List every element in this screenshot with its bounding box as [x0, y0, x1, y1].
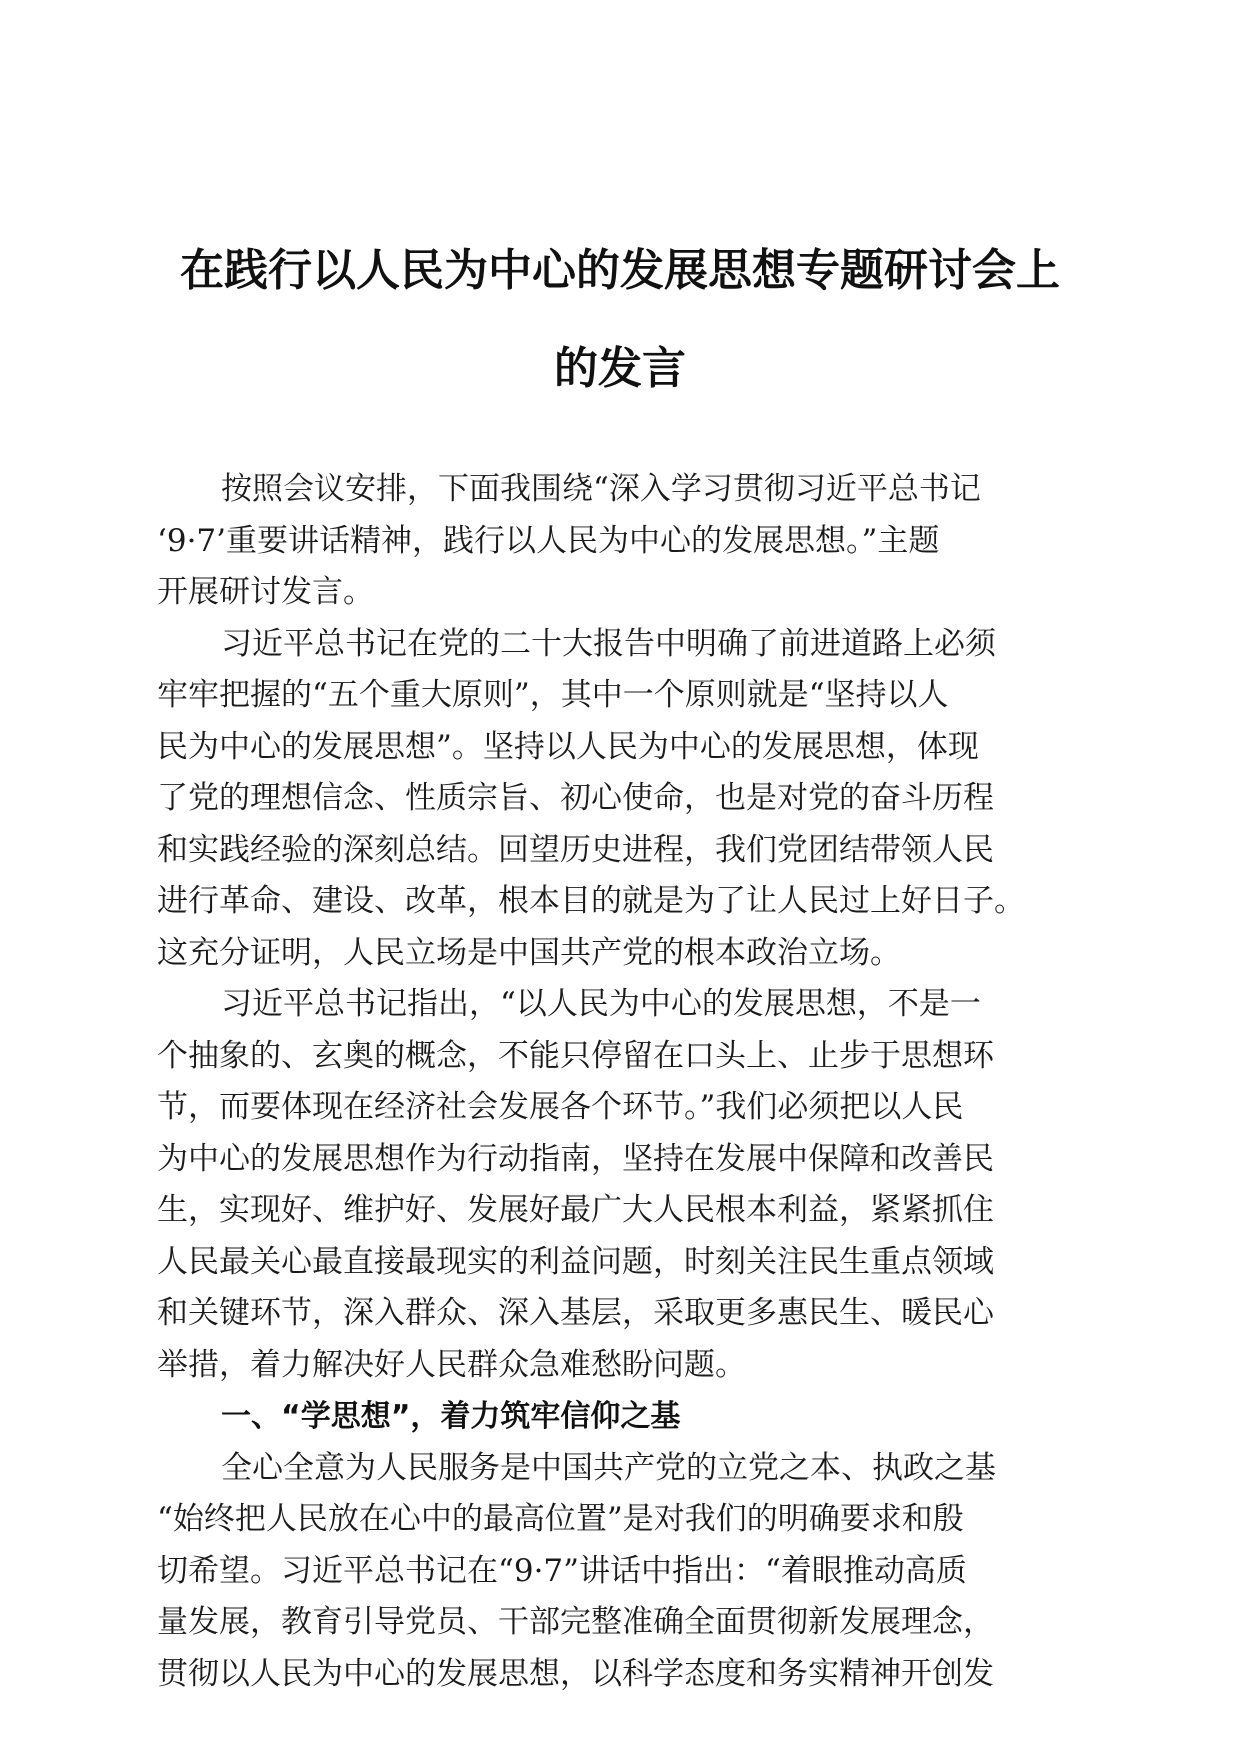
paragraph-line: 切希望。习近平总书记在“9·7”讲话中指出：“着眼推动高质: [157, 1552, 967, 1589]
paragraph-line: 开展研讨发言。: [157, 574, 374, 610]
paragraph-line: 民为中心的发展思想”。坚持以人民为中心的发展思想，体现: [157, 728, 979, 765]
paragraph-line: 牢牢把握的“五个重大原则”，其中一个原则就是“坚持以人: [157, 677, 949, 713]
paragraph-line: “始终把人民放在心中的最高位置”是对我们的明确要求和殷: [157, 1501, 964, 1537]
paragraph-line: 习近平总书记指出，“以人民为中心的发展思想，不是一: [221, 986, 981, 1022]
paragraph-line: 贯彻以人民为中心的发展思想，以科学态度和务实精神开创发: [157, 1655, 994, 1692]
paragraph-line: 这充分证明，人民立场是中国共产党的根本政治立场。: [157, 934, 901, 971]
section-heading: 一、“学思想”，着力筑牢信仰之基: [221, 1399, 681, 1434]
title-line-2: 的发言: [554, 343, 686, 394]
paragraph-line: 习近平总书记在党的二十大报告中明确了前进道路上必须: [221, 625, 996, 662]
paragraph-line: ‘9·7’重要讲话精神，践行以人民为中心的发展思想。”主题: [157, 522, 940, 559]
paragraph-line: 和关键环节，深入群众、深入基层，采取更多惠民生、暖民心: [157, 1295, 994, 1331]
paragraph-line: 为中心的发展思想作为行动指南，坚持在发展中保障和改善民: [157, 1140, 994, 1177]
paragraph-line: 了党的理想信念、性质宗旨、初心使命，也是对党的奋斗历程: [157, 780, 994, 816]
paragraph-line: 和实践经验的深刻总结。回望历史进程，我们党团结带领人民: [157, 831, 994, 868]
paragraph-line: 人民最关心最直接最现实的利益问题，时刻关注民生重点领域: [157, 1243, 994, 1280]
document-title: [150, 222, 1090, 418]
title-line-1: 在践行以人民为中心的发展思想专题研讨会上: [180, 245, 1060, 296]
document-body: [157, 464, 1077, 1700]
paragraph-line: 生，实现好、维护好、发展好最广大人民根本利益，紧紧抓住: [157, 1192, 994, 1228]
paragraph-line: 个抽象的、玄奥的概念，不能只停留在口头上、止步于思想环: [157, 1037, 994, 1074]
paragraph-line: 进行革命、建设、改革，根本目的就是为了让人民过上好日子。: [157, 883, 1025, 919]
paragraph-line: 全心全意为人民服务是中国共产党的立党之本、执政之基: [221, 1449, 996, 1486]
paragraph-line: 节，而要体现在经济社会发展各个环节。”我们必须把以人民: [157, 1089, 964, 1125]
paragraph-line: 量发展，教育引导党员、干部完整准确全面贯彻新发展理念，: [157, 1604, 994, 1640]
paragraph-line: 举措，着力解决好人民群众急难愁盼问题。: [157, 1346, 746, 1383]
paragraph-line: 按照会议安排，下面我围绕“深入学习贯彻习近平总书记: [221, 471, 981, 507]
